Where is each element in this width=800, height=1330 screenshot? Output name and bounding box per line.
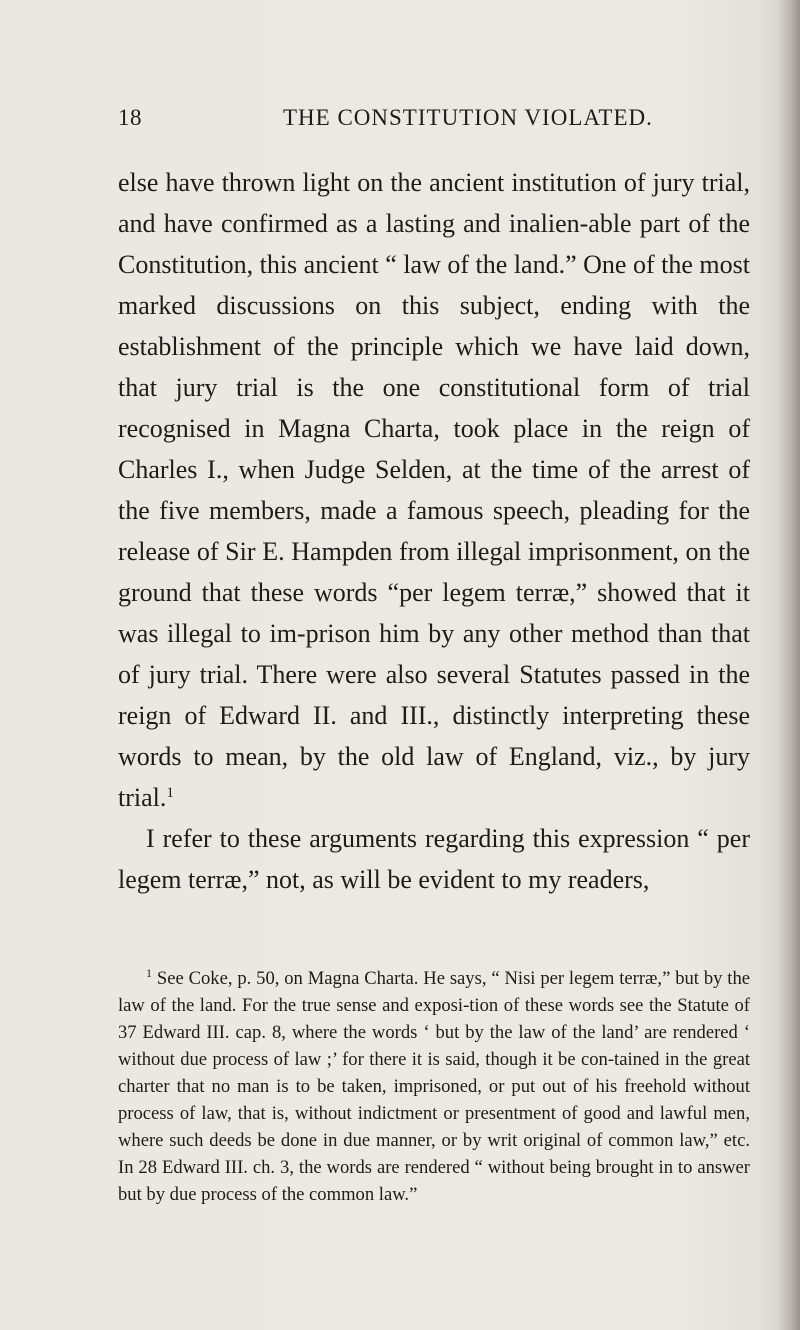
footnote-reference: 1 bbox=[166, 785, 174, 801]
body-text bbox=[118, 162, 750, 900]
paragraph-text: else have thrown light on the ancient institution of jury trial, and have confirmed as a lasting and inalien-able part of the Constitution, this ancient “ law of the land.” One of the most marked discussions on this subject, ending with the establishment of the principle which we have laid down, that jury trial is the one constitutional form of trial recognised in Magna Charta, took place in the reign of Charles I., when Judge Selden, at the time of the arrest of the five members, made a famous speech, pleading for the release of Sir E. Hampden from illegal imprisonment, on the ground that these words “per legem terræ,” showed that it was illegal to im-prison him by any other method than that of jury trial. There were also several Statutes passed in the reign of Edward II. and III., distinctly interpreting these words to mean, by the old law of England, viz., by jury trial. bbox=[118, 168, 750, 812]
footnote-marker: 1 bbox=[146, 966, 152, 980]
running-title: THE CONSTITUTION VIOLATED. bbox=[283, 105, 653, 130]
paragraph bbox=[118, 818, 750, 900]
paragraph bbox=[118, 162, 750, 818]
footnotes bbox=[118, 965, 750, 1208]
footnote bbox=[118, 965, 750, 1208]
page-number: 18 bbox=[118, 105, 142, 130]
page-header bbox=[118, 105, 748, 137]
paragraph-text: I refer to these arguments regarding this expression “ per legem terræ,” not, as will be evident to my readers, bbox=[118, 824, 750, 894]
footnote-text: See Coke, p. 50, on Magna Charta. He says, “ Nisi per legem terræ,” but by the law of the land. For the true sense and exposi-tion of these words see the Statute of 37 Edward III. cap. 8, where the words ‘ but by the law of the land’ are rendered ‘ without due process of law ;’ for there it is said, though it be con-tained in the great charter that no man is to be taken, imprisoned, or put out of his freehold without process of law, that is, without indictment or presentment of good and lawful men, where such deeds be done in due manner, or by writ original of common law,” etc. In 28 Edward III. ch. 3, the words are rendered “ without being brought in to answer but by due process of the common law.” bbox=[118, 968, 750, 1205]
page-edge-shadow bbox=[778, 0, 800, 1330]
